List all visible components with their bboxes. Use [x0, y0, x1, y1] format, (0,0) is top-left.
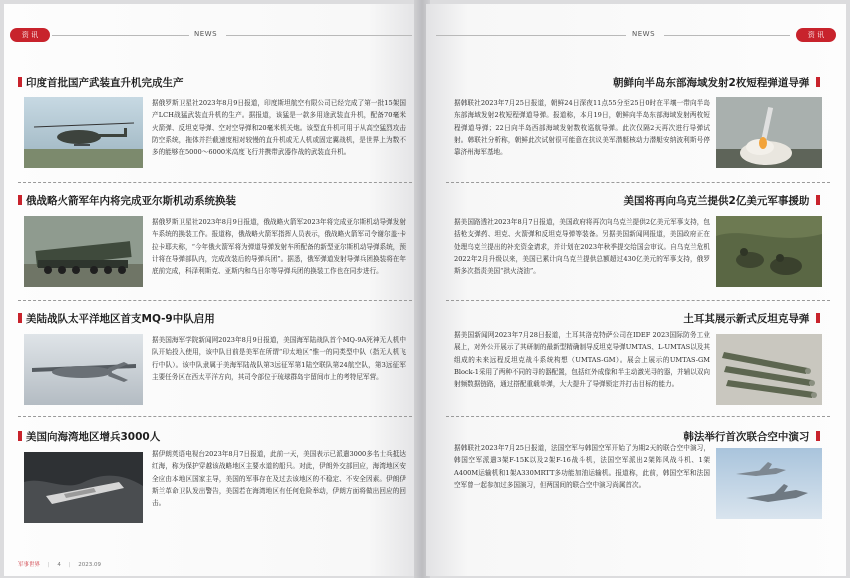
page-number: 4	[57, 562, 61, 568]
title-marker	[18, 431, 22, 441]
article-separator	[18, 300, 412, 301]
helicopter-photo	[24, 97, 143, 168]
article-title: 美陆战队太平洋地区首支MQ-9中队启用	[18, 311, 215, 326]
article-title: 美国将再向乌克兰提供2亿美元军事援助	[624, 193, 820, 208]
left-page	[4, 4, 418, 576]
issue-date: 2023.09	[78, 562, 101, 568]
article-separator	[446, 300, 830, 301]
article-separator	[18, 416, 412, 417]
article-body: 据美国海军学院新闻网2023年8月9日报道，美国海军陆战队首个MQ-9A死神无人机中队开始投入使用，该中队目前是美军在所谓“印太地区”惟一的同类型中队（指无人机飞行中队）。该中队隶属于美海军陆战队第3远征军第1陆空联队第24航空队，第3远征军主要任务区在西太平洋方向，其司令部位于琉球群岛宇留间市上的考特尼军营。	[152, 336, 406, 381]
article-title: 俄战略火箭军年内将完成亚尔斯机动系统换装	[18, 193, 236, 208]
title-marker	[816, 77, 820, 87]
magazine-name: 军事世界	[18, 562, 41, 568]
news-label: NEWS	[194, 30, 218, 38]
missile-launcher-photo	[24, 216, 143, 287]
fighter-jets-photo	[716, 448, 822, 519]
right-page	[426, 4, 846, 576]
missile-launch-photo	[716, 97, 822, 168]
title-marker	[816, 313, 820, 323]
article-title: 印度首批国产武装直升机完成生产	[18, 75, 184, 90]
header-rule	[664, 35, 790, 36]
section-tag: 资 讯	[796, 28, 836, 42]
article-title: 美国向海湾地区增兵3000人	[18, 429, 160, 444]
soldiers-photo	[716, 216, 822, 287]
article-body: 据韩联社2023年7月25日报道，法国空军与韩国空军开始了为期2天的联合空中演习，韩国空军派遣3架F-15K以及2架F-16战斗机，法国空军派出2架阵风战斗机、1架A400M运输机和1架A330MRTT多功能加油运输机。报道称，此前，韩国空军和法国空军曾一起参加过多国演习，但两国间的联合空中演习尚属首次。	[454, 444, 710, 489]
article-body: 据伊朗英语电视台2023年8月7日报道，此前一天，美国表示已派遣3000多名士兵抵达红海，称为保护穿越该战略地区主要水道的船只。对此，伊朗外交部回应，海湾地区安全应由本地区国家主导，美国的军事存在及过去该地区的不稳定、不安全因素。伊朗伊斯兰革命卫队发出警告，美国若在海湾地区有任何危险举动，伊朗方面将做出回应的回击。	[152, 450, 406, 508]
article-separator	[446, 182, 830, 183]
page-footer: 军事世界 | 4 | 2023.09	[18, 562, 101, 568]
section-tag: 资 讯	[10, 28, 50, 42]
anti-tank-missile-photo	[716, 334, 822, 405]
title-marker	[18, 313, 22, 323]
article-body: 据美国新闻网2023年7月28日报道，土耳其洛克特萨公司在IDEF 2023国际防务工业展上，对外公开展示了其研制的最新型精确制导反坦克导弹UMTAS、L-UMTAS以及其组成的未来远程反坦克战斗系统构想（UMTAS-GM）。展会上展示的UMTAS-GM Block-1采用了两种不同的寻的器配置，包括红外成像和半主动激光寻的器，并辅以双向射频数据链路，通过搭配重载单弹，大大提升了导弹锁定并打击目标的能力。	[454, 331, 710, 389]
article-body: 据韩联社2023年7月25日报道，朝鲜24日深夜11点55分至25日0时在平壤一带向半岛东部海域发射2枚短程弹道导弹。报道称，本月19日，朝鲜向半岛东部海域发射两枚短程弹道导弹；22日向半岛西部海域发射数枚巡航导弹。此次仅隔2天再次进行导弹试射。韩联社分析称，朝鲜此次试射很可能意在抗议美军潜艇核动力潜艇安纳波利斯号停靠济州海军基地。	[454, 99, 710, 157]
header-rule	[436, 35, 626, 36]
drone-photo	[24, 334, 143, 405]
aerial-ship-photo	[24, 452, 143, 523]
title-marker	[816, 431, 820, 441]
article-body: 据美国路透社2023年8月7日报道，美国政府将再次向乌克兰提供2亿美元军事支持，包括枪支弹药、坦克、火箭弹和反坦克导弹等装备。另据美国新闻网报道，美国政府正在处理乌克兰提出的补充资金请求，并计划在2023年秋季提交给国会审议。自乌克兰危机2022年2月升级以来，美国已累计向乌克兰提供总额超过430亿美元的军事支持，俄罗斯多次指责美国“拱火浇油”。	[454, 218, 710, 276]
article-separator	[18, 182, 412, 183]
title-marker	[816, 195, 820, 205]
title-marker	[18, 195, 22, 205]
news-label: NEWS	[632, 30, 656, 38]
article-separator	[446, 416, 830, 417]
article-body: 据俄罗斯卫星社2023年8月9日报道，印度斯坦航空有限公司已经完成了第一批15架国产LCH战猛武装直升机的生产。据报道，该猛是一款多用途武装直升机，配备70毫米火箭弹、反坦克导弹、空对空导弹和20毫米机关炮。该型直升机可用于从高空猛烈攻击防空系统，拖体并拦截速度相对较慢的直升机或无人机或固定翼战机，是世界上为数不多的能够在5000～6000米高度飞行并携带武器作战的武装直升机。	[152, 99, 406, 157]
header-rule	[226, 35, 412, 36]
article-title: 朝鲜向半岛东部海域发射2枚短程弹道导弹	[613, 75, 820, 90]
title-marker	[18, 77, 22, 87]
header-rule	[52, 35, 189, 36]
article-body: 据俄罗斯卫星社2023年8月9日报道，俄战略火箭军2023年将完成亚尔斯机动导弹发射车系统的换装工作。报道称，俄战略火箭军指挥人员表示，俄战略火箭军司令谢尔盖·卡拉卡耶夫称，“今年俄火箭军将为弹道导弹发射车所配备的新型亚尔斯机动导弹系统，预计将在导弹部队内，完成改装后的导弹兵团”。据悉，俄军弹道发射导弹兵团换装将在年底前完成，科泽利斯克、亚斯内和乌日尔等导弹兵团的换装工作也在同步进行。	[152, 218, 406, 276]
article-title: 韩法举行首次联合空中演习	[683, 429, 820, 444]
article-title: 土耳其展示新式反坦克导弹	[683, 311, 820, 326]
